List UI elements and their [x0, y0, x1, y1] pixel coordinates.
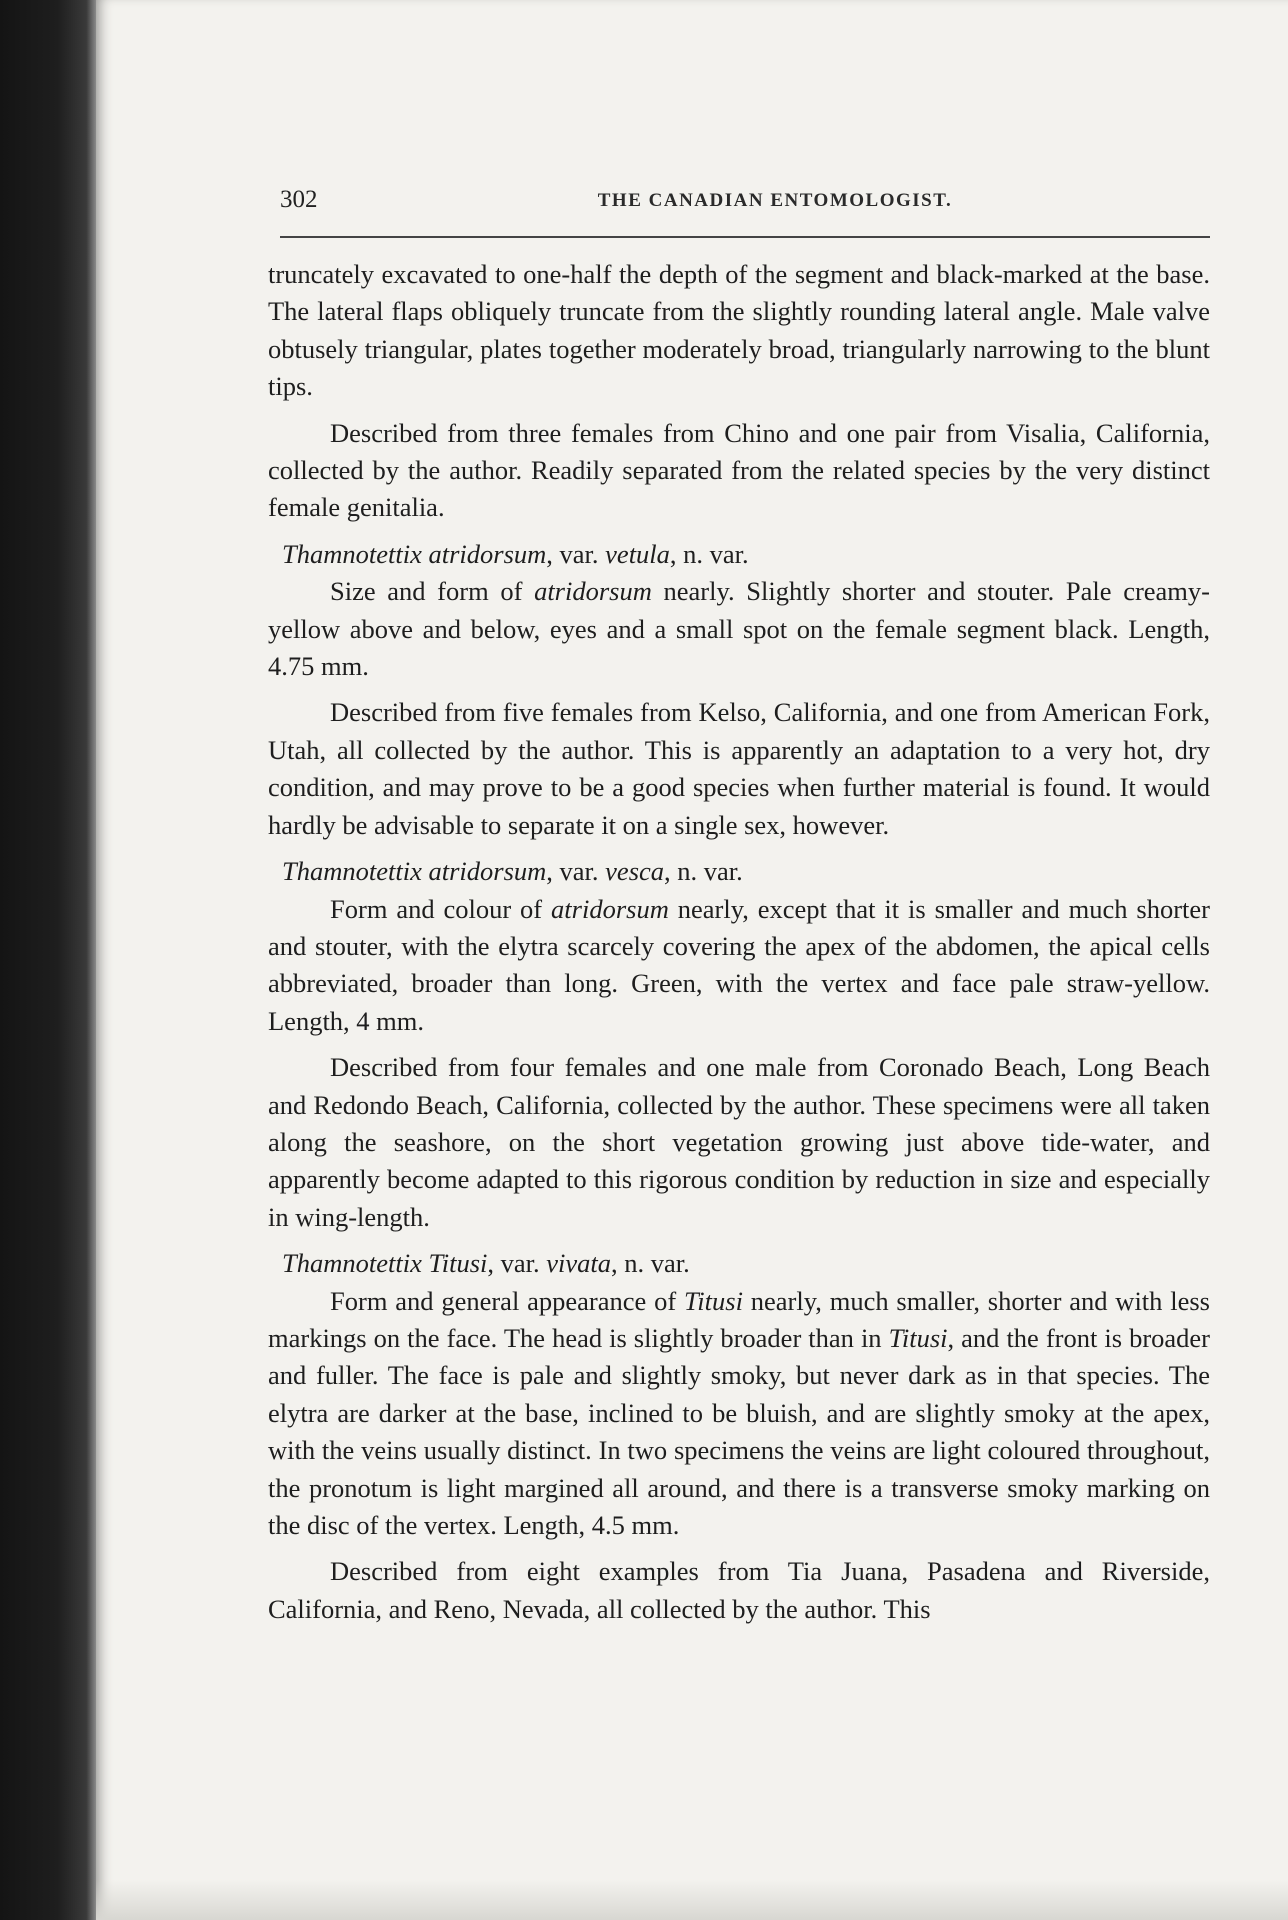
text-run: Size and form of	[330, 576, 535, 607]
scan-margin	[0, 0, 96, 1920]
genus-name: Thamnotettix	[282, 856, 422, 887]
text-run: Form and colour of	[330, 893, 552, 924]
page-number: 302	[280, 186, 318, 213]
heading-suffix: , n. var.	[611, 1248, 690, 1279]
body-text	[268, 256, 1210, 1628]
species-name: Titusi	[428, 1248, 488, 1279]
paragraph: Described from eight examples from Tia Juana, Pasadena and Riverside, California, and Reno, Nevada, all collected by the author. This	[268, 1556, 1210, 1624]
species-name: Titusi	[888, 1322, 948, 1353]
running-title: THE CANADIAN ENTOMOLOGIST.	[597, 190, 953, 211]
page-header	[280, 180, 1210, 220]
species-name: Titusi	[684, 1285, 743, 1316]
paragraph	[268, 891, 1210, 1041]
paragraph	[268, 573, 1210, 685]
text-run: nearly. Slightly shorter and stouter. Pale creamy-yellow above and below, eyes and a small spot on the female segment black. Length, 4.75 mm.	[268, 576, 1210, 682]
variety-name: vivata	[546, 1248, 612, 1279]
paragraph: Described from four females and one male from Coronado Beach, Long Beach and Redondo Beach, California, collected by the author. These specimens were all taken along the seashore, on the short vegetation growing just above tide-water, and apparently become adapted to this rigorous condition by reduction in size and especially in wing-length.	[268, 1052, 1210, 1232]
var-label: , var.	[546, 538, 606, 569]
header-rule	[280, 236, 1210, 238]
heading-suffix: , n. var.	[669, 538, 749, 569]
variety-name: vetula	[605, 538, 670, 569]
var-label: , var.	[487, 1248, 547, 1279]
variety-name: vesca	[605, 856, 665, 887]
paragraph: Described from five females from Kelso, California, and one from American Fork, Utah, all collected by the author. This is apparently an adaptation to a very hot, dry condition, and may prove to be a good species when further material is found. It would hardly be advisable to separate it on a single sex, however.	[268, 697, 1210, 840]
text-run: Form and general appearance of	[330, 1285, 685, 1316]
heading-suffix: , n. var.	[664, 856, 743, 887]
text-run: nearly, except that it is smaller and much shorter and stouter, with the elytra scarcely covering the apex of the abdomen, the apical cells abbreviated, broader than long. Green, with the vertex and face pale straw-yellow. Length, 4 mm.	[268, 893, 1210, 1036]
genus-name: Thamnotettix	[282, 538, 422, 569]
page-shadow	[96, 1880, 1288, 1920]
species-heading	[268, 536, 1210, 573]
species-heading	[268, 853, 1210, 890]
species-name: atridorsum	[428, 856, 547, 887]
text-run: nearly, much smaller, shorter and with less markings on the face. The head is slightly broader than in	[268, 1285, 1210, 1353]
species-name: atridorsum	[428, 538, 547, 569]
paragraph: truncately excavated to one-half the depth of the segment and black-marked at the base. The lateral flaps obliquely truncate from the slightly rounding lateral angle. Male valve obtusely triangular, plates together moderately broad, triangularly narrowing to the blunt tips.	[268, 259, 1210, 402]
var-label: , var.	[546, 856, 606, 887]
species-name: atridorsum	[551, 893, 669, 924]
paragraph	[268, 1283, 1210, 1545]
genus-name: Thamnotettix	[282, 1248, 422, 1279]
paragraph: Described from three females from Chino and one pair from Visalia, California, collected by the author. Readily separated from the related species by the very distinct female genitalia.	[268, 417, 1210, 523]
species-heading	[268, 1245, 1210, 1282]
species-name: atridorsum	[534, 576, 652, 607]
text-run: , and the front is broader and fuller. The face is pale and slightly smoky, but never dark as in that species. The elytra are darker at the base, inclined to be bluish, and are slightly smoky at the apex, with the veins usually distinct. In two specimens the veins are light coloured throughout, the pronotum is light margined all around, and there is a transverse smoky marking on the disc of the vertex. Length, 4.5 mm.	[268, 1322, 1210, 1540]
